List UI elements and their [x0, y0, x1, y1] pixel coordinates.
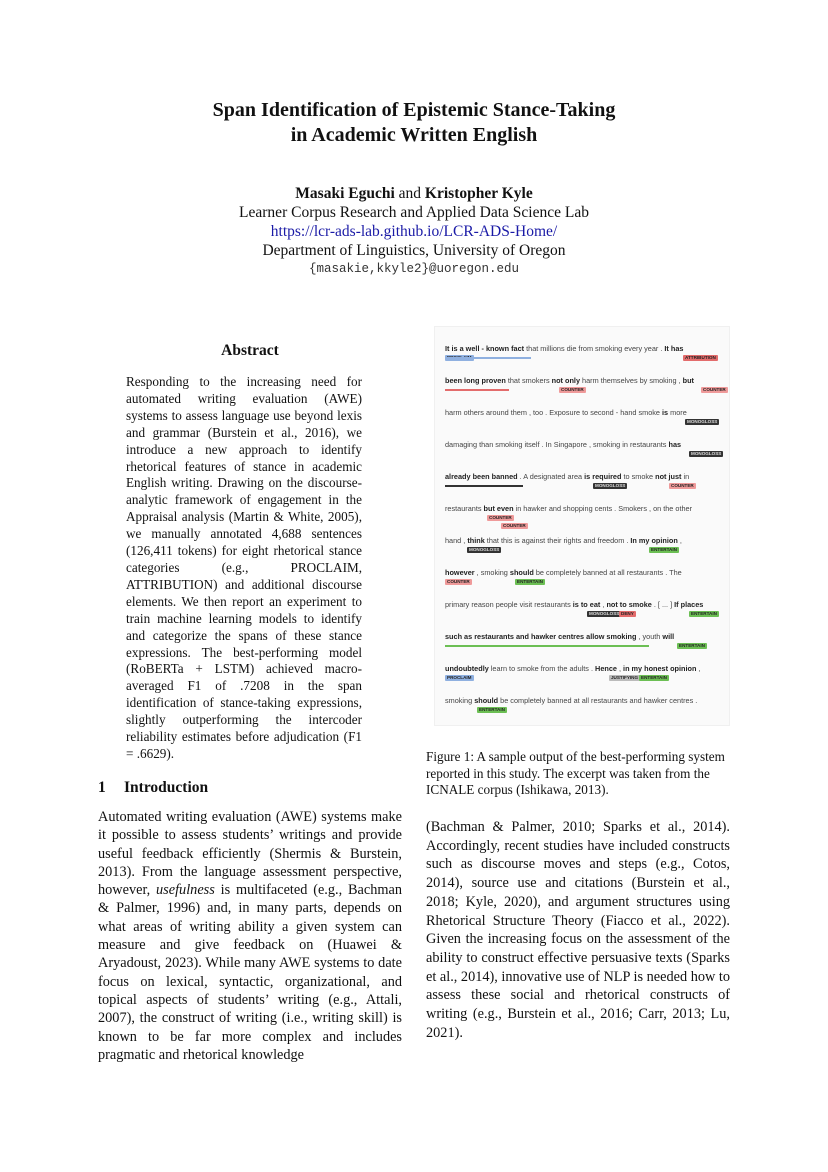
section-number: 1 — [98, 779, 106, 796]
figure-line: hand , think that this is against their rights and freedom . In my opinion , MONOGLOSS ENTERTAIN — [445, 536, 682, 552]
author-and: and — [394, 185, 425, 202]
tag-counter: COUNTER — [561, 387, 584, 392]
tag-entertain: ENTERTAIN — [679, 643, 705, 648]
author-email: {masakie,kkyle2}@uoregon.edu — [308, 262, 520, 276]
section-heading — [98, 779, 208, 797]
intro-text-2: is multifaceted (e.g., Bachman & Palmer, 1996) and, in many parts, depends on what areas of writing ability a given system can measure and give feedback on (Huawei & Aryadoust, 2023). While many AWE systems to date focus on lexical, syntactic, organizational, and topical aspects of students’ writing (e.g., Attali, 2007), the construct of writing (i.e., writing skill) is known to be far more complex and includes pragmatic and rhetorical knowledge — [98, 882, 402, 1063]
lab-name: Learner Corpus Research and Applied Data Science Lab — [239, 204, 589, 221]
figure-caption: Figure 1: A sample output of the best-performing system reported in this study. The excerpt was taken from the ICNALE corpus (Ishikawa, 2013). — [426, 749, 725, 798]
tag-monogloss: MONOGLOSS — [687, 419, 718, 424]
figure-line: been long proven that smokers not only harm themselves by smoking , but COUNTER COUNTER — [445, 376, 726, 392]
figure-line: however , smoking should be completely banned at all restaurants . The COUNTER ENTERTAIN — [445, 568, 682, 584]
tag-counter: COUNTER — [489, 515, 512, 520]
figure-line: primary reason people visit restaurants is to eat , not to smoke . [ ... ] If places MONOGLOSS DENY ENTERTAIN — [445, 600, 717, 616]
span-underline — [445, 485, 523, 487]
tag-attribution: ATTRIBUTION — [685, 355, 716, 360]
intro-right-column: (Bachman & Palmer, 2010; Sparks et al., 2014). Accordingly, recent studies have included constructs such as discourse moves and steps (e.g., Cotos, 2014), source use and citations (Burstein et al., 2018; Kyle, 2020), and argument structures using Rhetorical Structure Theory (Fiacco et al., 2022). Given the increasing focus on the assessment of the ability to construct effective persuasive texts (Sparks et al., 2014), innovative use of NLP is needed how to assess these social and rhetorical constructs of writing (e.g., Burstein et al., 2016; Carr, 2013; Lu, 2021). — [426, 819, 731, 1041]
tag-proclaim: PROCLAIM — [447, 675, 472, 680]
department: Department of Linguistics, University of Oregon — [262, 242, 566, 259]
figure-line: restaurants but even in hawker and shopping cents . Smokers , on the other COUNTER COUNTER — [445, 504, 693, 528]
author-1: Masaki Eguchi — [295, 185, 395, 202]
tag-entertain: ENTERTAIN — [479, 707, 505, 712]
abstract-text: Responding to the increasing need for automated writing evaluation (AWE) systems to assess language use beyond lexis and grammar (Burstein et al., 2016), we introduce a new approach to identify rhetorical features of stance in academic English writing. Drawing on the discourse-analytic framework of engagement in the Appraisal analysis (Martin & White, 2005), we manually annotated 4,688 sentences (126,411 tokens) for eight rhetorical stance categories (e.g., PROCLAIM, ATTRIBUTION) and additional discourse elements. We then report an experiment to train machine learning models to identify and categorize the spans of these stance expressions. The best-performing model (RoBERTa + LSTM) achieved macro-averaged F1 of .7208 in the span identification of stance-taking expressions, slightly outperforming the intercoder reliability estimates before adjudication (F1 = .6629). — [126, 374, 362, 761]
figure-line: smoking should be completely banned at all restaurants and hawker centres . ENTERTAIN — [445, 696, 698, 712]
author-names — [0, 184, 828, 203]
tag-monogloss: MONOGLOSS — [469, 547, 500, 552]
figure-sample-output — [434, 326, 730, 726]
tag-justifying: JUSTIFYING — [611, 675, 639, 680]
lab-url-link[interactable]: https://lcr-ads-lab.github.io/LCR-ADS-Home/ — [270, 223, 558, 240]
author-2: Kristopher Kyle — [424, 185, 533, 202]
intro-left-column — [98, 808, 402, 1064]
paper-title — [0, 98, 828, 148]
tag-entertain: ENTERTAIN — [691, 611, 717, 616]
figure-line: undoubtedly learn to smoke from the adults . Hence , in my honest opinion , PROCLAIM JUSTIFYING ENTERTAIN — [445, 664, 701, 680]
intro-emphasis: usefulness — [156, 882, 215, 899]
tag-entertain: ENTERTAIN — [651, 547, 677, 552]
span-underline — [445, 645, 649, 647]
tag-deny: DENY — [621, 611, 634, 616]
tag-monogloss: MONOGLOSS — [589, 611, 620, 616]
span-underline — [445, 389, 509, 391]
title-line-2: in Academic Written English — [290, 124, 538, 146]
figure-line: It is a well - known fact that millions die from smoking every year . It has ATTRIBUTION — [445, 344, 716, 360]
intro-text-1: Automated writing evaluation (AWE) systems make it possible to assess students’ writings and provide useful feedback efficiently (Shermis & Burstein, 2013). From the language assessment perspective, however, — [98, 809, 402, 899]
tag-counter: COUNTER — [703, 387, 726, 392]
tag-monogloss: MONOGLOSS — [691, 451, 722, 456]
figure-line: damaging than smoking itself . In Singapore , smoking in restaurants has MONOGLOSS — [445, 440, 722, 456]
figure-line: already been banned . A designated area is required to smoke not just in MONOGLOSS COUNTER — [445, 472, 694, 488]
tag-counter: COUNTER — [671, 483, 694, 488]
tag-monogloss: MONOGLOSS — [595, 483, 626, 488]
tag-counter: COUNTER — [447, 579, 470, 584]
figure-line: harm others around them , too . Exposure to second - hand smoke is more MONOGLOSS — [445, 408, 718, 424]
author-block — [0, 184, 828, 279]
abstract-heading: Abstract — [221, 342, 279, 359]
figure-line: such as restaurants and hawker centres allow smoking , youth will ENTERTAIN — [445, 632, 705, 648]
tag-entertain: ENTERTAIN — [641, 675, 667, 680]
tag-entertain: ENTERTAIN — [517, 579, 543, 584]
section-title: Introduction — [124, 779, 209, 796]
tag-counter: COUNTER — [503, 523, 526, 528]
title-line-1: Span Identification of Epistemic Stance-Taking — [212, 99, 616, 121]
span-underline — [445, 357, 531, 359]
